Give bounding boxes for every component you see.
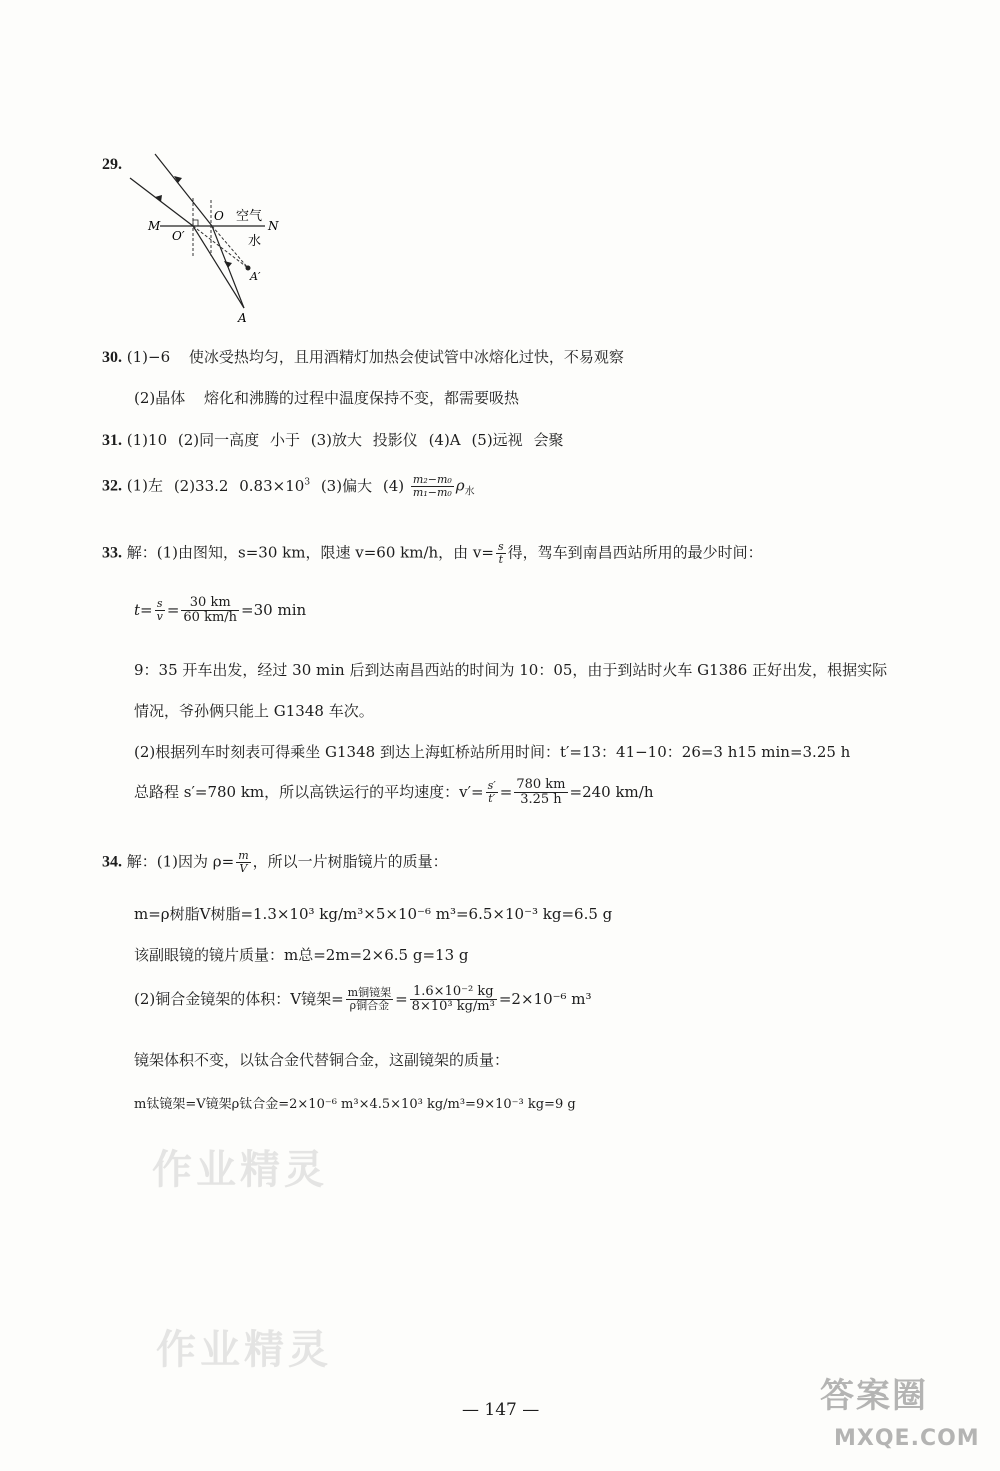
q34-line5: 镜架体积不变，以钛合金代替铜合金，这副镜架的质量： bbox=[134, 1051, 510, 1069]
label-air: 空气 bbox=[236, 209, 263, 224]
q33-line2 bbox=[134, 596, 306, 626]
q31-p5a: (5)远视 bbox=[471, 431, 523, 449]
q33-line5: (2)根据列车时刻表可得乘坐 G1348 到达上海虹桥站所用时间：t′=13：41−10：26=3 h15 min=3.25 h bbox=[134, 743, 851, 761]
q31-line bbox=[102, 429, 563, 450]
q33-l6b: =240 km/h bbox=[569, 782, 654, 801]
q34-number: 34. bbox=[102, 853, 122, 871]
q34-l4b: =2×10⁻⁶ m³ bbox=[498, 989, 592, 1008]
q34-l1b: ，所以一片树脂镜片的质量： bbox=[252, 852, 448, 871]
q32-frac-den: m₁−m₀ bbox=[412, 486, 452, 500]
q34-line2: m=ρ树脂V树脂=1.3×10³ kg/m³×5×10⁻⁶ m³=6.5×10⁻³ kg=6.5 g bbox=[134, 905, 613, 923]
q34-l4a: (2)铜合金镜架的体积：V镜架= bbox=[134, 989, 344, 1008]
q33-line6 bbox=[134, 778, 654, 808]
arrow-3 bbox=[224, 261, 232, 268]
q33-l1-fd: t bbox=[498, 553, 503, 567]
q33-l6-frac1 bbox=[486, 780, 498, 805]
q33-l6a: 总路程 s′=780 km，所以高铁运行的平均速度：v′= bbox=[134, 782, 484, 801]
q33-l1-fn: s bbox=[497, 540, 504, 553]
incident-ray-2 bbox=[130, 178, 193, 226]
q32-p2sup: 3 bbox=[304, 477, 311, 488]
q31-p4: (4)A bbox=[428, 431, 461, 449]
site-logo-text: 答案圈 bbox=[820, 1376, 928, 1416]
label-oprime: O′ bbox=[172, 229, 185, 243]
q33-l2-frac1 bbox=[155, 598, 165, 623]
q32-rho-sub: 水 bbox=[464, 486, 475, 498]
label-a: A bbox=[238, 311, 247, 325]
q33-l2-f1n: s bbox=[155, 598, 165, 611]
q34-l4-f2d: 8×10³ kg/m³ bbox=[411, 999, 495, 1015]
q32-frac-num: m₂−m₀ bbox=[412, 473, 452, 486]
q34-l4-f1n: m铜镜架 bbox=[347, 986, 392, 1000]
q33-l1a: 解：(1)由图知，s=30 km，限速 v=60 km/h，由 v= bbox=[126, 543, 494, 562]
q33-l6-eq: = bbox=[499, 782, 513, 801]
q33-l2-f1d: v bbox=[156, 610, 163, 624]
q32-number: 32. bbox=[102, 477, 122, 495]
q29-number: 29. bbox=[102, 156, 122, 173]
q33-l6-f1d: t′ bbox=[488, 792, 496, 806]
q33-l2-frac2 bbox=[181, 596, 239, 626]
q33-l2-f2d: 60 km/h bbox=[183, 610, 238, 626]
q31-number: 31. bbox=[102, 432, 122, 449]
q32-p1: (1)左 bbox=[126, 476, 164, 495]
q33-l6-frac2 bbox=[514, 778, 567, 808]
q34-l1a: 解：(1)因为 ρ= bbox=[126, 852, 235, 871]
q34-l1-frac bbox=[236, 850, 250, 875]
watermark-1: 作业精灵 bbox=[152, 1147, 328, 1193]
q31-p1: (1)10 bbox=[126, 431, 168, 449]
q33-l2a: t= bbox=[134, 600, 153, 619]
q33-l6-f2n: 780 km bbox=[516, 777, 566, 792]
q33-line1 bbox=[102, 541, 763, 566]
q30-answer-2a: (2)晶体 bbox=[134, 389, 186, 407]
q33-line3: 9：35 开车出发，经过 30 min 后到达南昌西站的时间为 10：05，由于到站时火车 G1386 正好出发，根据实际 bbox=[134, 661, 888, 679]
q31-p2b: 小于 bbox=[269, 431, 300, 449]
label-n: N bbox=[268, 219, 279, 233]
incident-ray-1 bbox=[155, 154, 212, 226]
label-aprime: A′ bbox=[250, 270, 261, 283]
q34-line3: 该副眼镜的镜片质量：m总=2m=2×6.5 g=13 g bbox=[134, 946, 469, 964]
q30-answer-2b: 熔化和沸腾的过程中温度保持不变，都需要吸热 bbox=[204, 389, 520, 407]
q30-answer-1b: 使冰受热均匀，且用酒精灯加热会使试管中冰熔化过快，不易观察 bbox=[188, 348, 624, 366]
q31-p5b: 会聚 bbox=[533, 431, 564, 449]
label-water: 水 bbox=[248, 234, 262, 249]
q34-l1-fd: V bbox=[239, 862, 248, 876]
label-o: O bbox=[214, 209, 224, 223]
q30-line1 bbox=[102, 346, 624, 367]
q33-l2b: =30 min bbox=[241, 600, 307, 619]
q30-line2 bbox=[134, 387, 519, 408]
q33-l6-f1n: s′ bbox=[487, 779, 496, 793]
q34-line6: m钛镜架=V镜架ρ钛合金=2×10⁻⁶ m³×4.5×10³ kg/m³=9×10⁻³ kg=9 g bbox=[134, 1097, 576, 1112]
q34-line4 bbox=[134, 985, 592, 1015]
q32-p2b: 0.83×10 bbox=[239, 476, 305, 495]
q33-l2-f2n: 30 km bbox=[181, 596, 239, 611]
q34-line1 bbox=[102, 850, 448, 875]
q31-p2a: (2)同一高度 bbox=[177, 431, 260, 449]
q31-p3a: (3)放大 bbox=[310, 431, 362, 449]
dashed-ray-aprime bbox=[212, 226, 248, 268]
q30-answer-1a: (1)−6 bbox=[126, 348, 171, 366]
q34-l4-f2n: 1.6×10⁻² kg bbox=[410, 985, 497, 1000]
q34-l4-frac2 bbox=[410, 985, 497, 1015]
q33-l6-f2d: 3.25 h bbox=[520, 792, 562, 808]
q33-l1-frac bbox=[496, 541, 506, 566]
q34-l4-eq: = bbox=[395, 989, 408, 1008]
site-logo-url: MXQE.COM bbox=[834, 1426, 980, 1451]
q34-l4-frac1 bbox=[346, 987, 393, 1012]
q32-p3: (3)偏大 bbox=[320, 476, 373, 495]
q32-p4: (4) bbox=[382, 476, 405, 495]
label-m: M bbox=[148, 219, 161, 233]
watermark-2: 作业精灵 bbox=[156, 1327, 332, 1373]
refracted-ray-2 bbox=[193, 226, 244, 308]
page-number: — 147 — bbox=[462, 1400, 540, 1420]
q31-p3b: 投影仪 bbox=[372, 431, 418, 449]
q33-l2-eq: = bbox=[166, 600, 180, 619]
q32-line bbox=[102, 474, 475, 499]
q32-rho: ρ bbox=[455, 476, 465, 495]
q34-l1-fn: m bbox=[238, 849, 249, 862]
q32-p2a: (2)33.2 bbox=[173, 476, 229, 495]
q34-l4-f1d: ρ铜合金 bbox=[349, 999, 390, 1013]
q30-number: 30. bbox=[102, 349, 122, 366]
q32-fraction bbox=[411, 474, 454, 499]
refraction-diagram bbox=[120, 140, 320, 340]
q33-line4: 情况，爷孙俩只能上 G1348 车次。 bbox=[134, 702, 374, 720]
q33-number: 33. bbox=[102, 544, 122, 562]
q33-l1b: 得，驾车到南昌西站所用的最少时间： bbox=[507, 543, 763, 562]
